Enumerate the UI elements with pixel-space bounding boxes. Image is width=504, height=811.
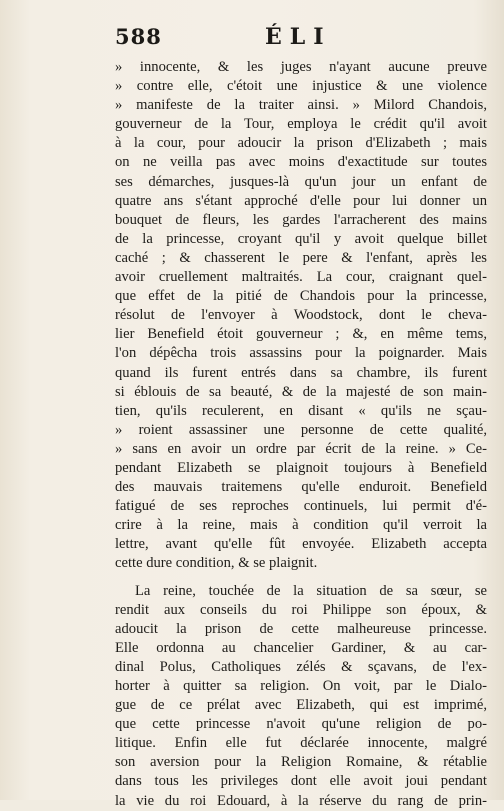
- running-head: ÉLI: [265, 24, 332, 50]
- text-line: adoucit la prison de cette malheureuse princesse.: [115, 620, 487, 637]
- text-line: Elle ordonna au chancelier Gardiner, & au car-: [115, 639, 487, 656]
- text-line: » innocente, & les juges n'ayant aucune preuve: [115, 59, 487, 75]
- text-line: la vie du roi Edouard, à la réserve du rang de prin-: [115, 792, 487, 809]
- text-line: cette dure condition, & se plaignit.: [115, 555, 318, 572]
- paragraph: [115, 58, 487, 574]
- text-line: » contre elle, c'étoit une injustice & une violence: [115, 78, 487, 95]
- text-line: si éblouis de sa beauté, & de la majesté de son main-: [115, 383, 487, 400]
- text-line: des mauvais traitemens qu'elle enduroit. Benefield: [115, 479, 487, 496]
- text-line: horter à quitter sa religion. On voit, par le Dialo-: [115, 678, 487, 694]
- body-text: [115, 58, 487, 811]
- text-line: gouverneur de la Tour, employa le crédit qu'il avoit: [115, 116, 487, 133]
- text-line: que cette princesse n'avoit qu'une religion de po-: [115, 716, 487, 733]
- text-line: tien, qu'ils reculerent, en disant « qu'ils ne sçau-: [115, 402, 487, 419]
- text-line: lier Benefield étoit gouverneur ; &, en même tems,: [115, 326, 487, 343]
- page-header: [115, 24, 485, 58]
- text-line: caché ; & chasserent le pere & l'enfant, après les: [115, 249, 487, 266]
- text-line: » sans en avoir un ordre par écrit de la reine. » Ce-: [115, 440, 487, 457]
- text-line: de la princesse, croyant qu'il y avoit quelque billet: [115, 230, 487, 247]
- text-line: on ne veilla pas avec moins d'exactitude sur toutes: [115, 154, 487, 171]
- text-line: fatigué de ses reproches continuels, lui permit d'é-: [115, 498, 487, 515]
- text-line: quand ils furent entrés dans sa chambre, ils furent: [115, 364, 487, 381]
- text-line: ses démarches, jusques-là qu'un jour un enfant de: [115, 173, 487, 190]
- text-line: dans tous les privileges dont elle avoit joui pendant: [115, 773, 487, 790]
- text-line: son aversion pour la Religion Romaine, & rétablie: [115, 754, 487, 771]
- text-line: à la cour, pour adoucir la prison d'Elizabeth ; mais: [115, 135, 487, 152]
- text-line: » manifeste de la traiter ainsi. » Milord Chandois,: [115, 97, 487, 114]
- text-line: lettre, avant qu'elle fût envoyée. Elizabeth accepta: [115, 536, 487, 553]
- paragraph-gap: [115, 574, 487, 582]
- text-line: résolut de l'envoyer à Woodstock, dont le cheva-: [115, 307, 487, 324]
- text-line: La reine, touchée de la situation de sa sœur, se: [135, 582, 487, 599]
- text-line: » roient assassiner une personne de cette qualité,: [115, 421, 487, 438]
- text-line: quatre ans s'étant approché d'elle pour lui donner un: [115, 192, 487, 209]
- text-line: rendit aux conseils du roi Philippe son époux, &: [115, 601, 487, 618]
- text-line: avoir cruellement maltraités. La cour, craignant quel-: [115, 269, 487, 286]
- text-line: litique. Enfin elle fut déclarée innocente, malgré: [115, 735, 487, 752]
- text-line: gue de ce prélat avec Elizabeth, qui est imprimé,: [115, 697, 487, 714]
- text-line: que effet de la pitié de Chandois pour la princesse,: [115, 288, 487, 305]
- text-line: crire à la reine, mais à condition qu'il verroit la: [115, 517, 487, 534]
- text-line: l'on dépêcha trois assassins pour la poignarder. Mais: [115, 345, 487, 362]
- text-line: dinal Polus, Catholiques zélés & sçavans, de l'ex-: [115, 658, 487, 675]
- text-line: pendant Elizabeth se plaignoit toujours à Benefield: [115, 459, 487, 476]
- paragraph: [115, 582, 487, 811]
- text-line: bouquet de fleurs, les gardes l'arracherent des mains: [115, 211, 487, 228]
- page-number: 588: [115, 24, 162, 49]
